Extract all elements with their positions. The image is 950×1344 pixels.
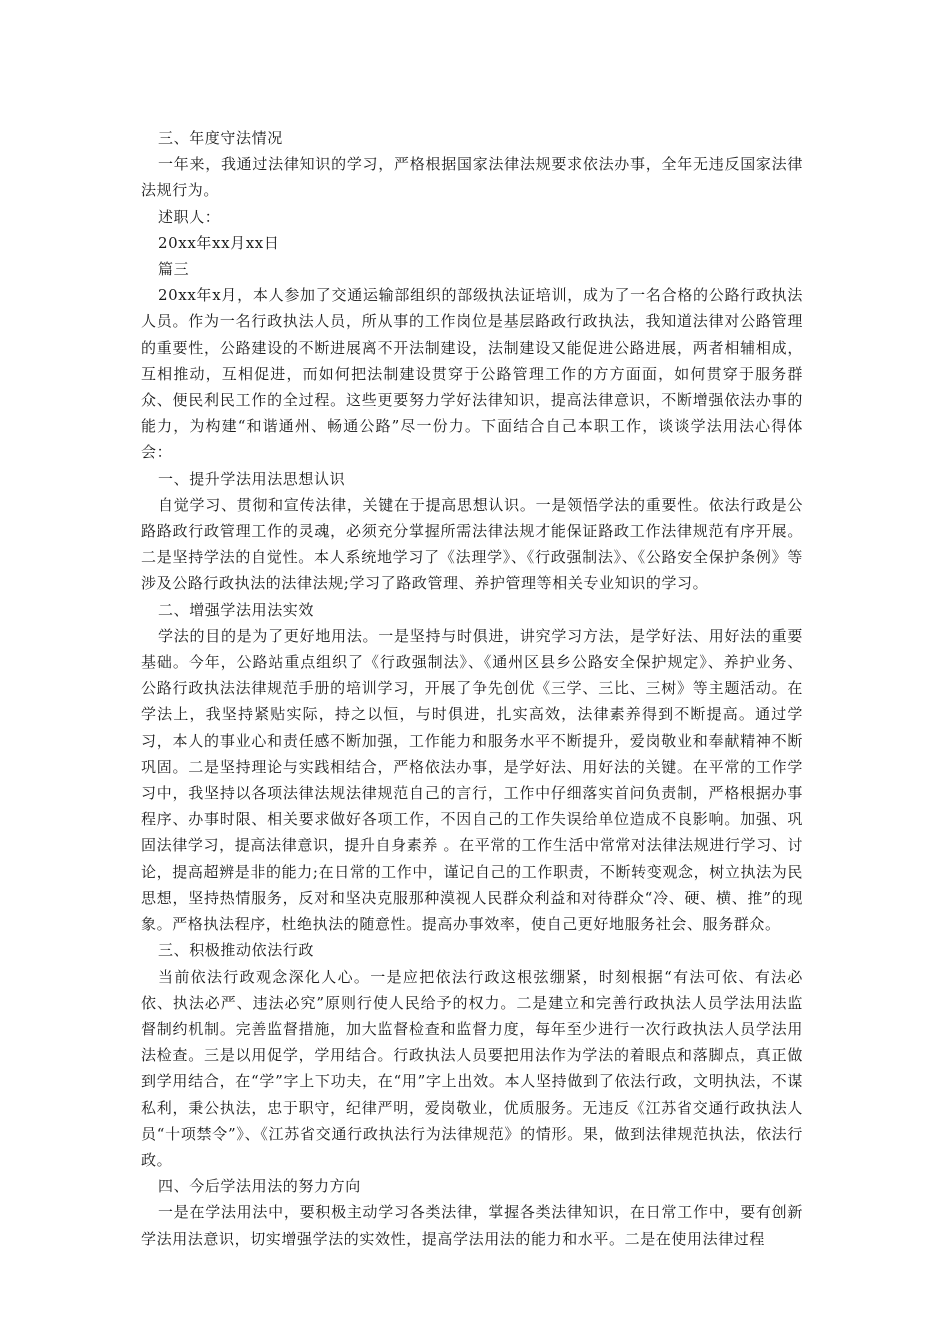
paragraph-section-3: 当前依法行政观念深化人心。一是应把依法行政这根弦绷紧，时刻根据“有法可依、有法必依、执法必严、违法必究”原则行使人民给予的权力。二是建立和完善行政执法人员学法用法监督制约机制。完善监督措施，加大监督检查和监督力度，每年至少进行一次行政执法人员学法用法检查。三是以用促学，学用结合。行政执法人员要把用法作为学法的着眼点和落脚点，真正做到学用结合，在“学”字上下功夫，在“用”字上出效。本人坚持做到了依法行政，文明执法，不谋私利，秉公执法，忠于职守，纪律严明，爱岗敬业，优质服务。无违反《江苏省交通行政执法人员“十项禁令”》、《江苏省交通行政执法行为法律规范》的情形。果，做到法律规范执法，依法行政。 [141,967,803,1169]
paragraph-section-4: 一是在学法用法中，要积极主动学习各类法律，掌握各类法律知识，在日常工作中，要有创新学法用法意识，切实增强学法的实效性，提高学法用法的能力和水平。二是在使用法律过程 [141,1203,803,1248]
paragraph-section-2: 学法的目的是为了更好地用法。一是坚持与时俱进，讲究学习方法，是学好法、用好法的重要基础。今年，公路站重点组织了《行政强制法》、《通州区县乡公路安全保护规定》、养护业务、公路行政执法法律规范手册的培训学习，开展了争先创优《三学、三比、三树》等主题活动。在学法上，我坚持紧贴实际，持之以恒，与时俱进，扎实高效，法律素养得到不断提高。通过学习，本人的事业心和责任感不断加强，工作能力和服务水平不断提升，爱岗敬业和奉献精神不断巩固。二是坚持理论与实践相结合，严格依法办事，是学好法、用好法的关键。在平常的工作学习中，我坚持以各项法律法规法律规范自己的言行，工作中仔细落实首问负责制，严格根据办事程序、办事时限、相关要求做好各项工作，不因自己的工作失误给单位造成不良影响。加强、巩固法律学习，提高法律意识，提升自身素养 。在平常的工作生活中常常对法律法规进行学习、讨论，提高超辨是非的能力;在日常的工作中，谨记自己的工作职责，不断转变观念，树立执法为民思想，坚持热情服务，反对和坚决克服那种漠视人民群众利益和对待群众“冷、硬、横、推”的现象。严格执法程序，杜绝执法的随意性。提高办事效率，使自己更好地服务社会、服务群众。 [141,626,803,934]
section-heading-1: 一、提升学法用法思想认识 [158,469,346,488]
signature-label: 述职人： [158,207,221,226]
section-heading-4: 四、今后学法用法的努力方向 [158,1177,361,1196]
article-number-heading: 篇三 [158,260,190,279]
section-heading-3: 三、积极推动依法行政 [158,941,315,960]
document-page [141,125,803,1252]
paragraph-compliance-statement: 一年来，我通过法律知识的学习，严格根据国家法律法规要求依法办事，全年无违反国家法律法规行为。 [141,155,803,200]
section-heading-annual-law-compliance: 三、年度守法情况 [158,129,283,147]
paragraph-section-1: 自觉学习、贯彻和宣传法律，关键在于提高思想认识。一是领悟学法的重要性。依法行政是公路路政行政管理工作的灵魂，必须充分掌握所需法律法规才能保证路政工作法律规范有序开展。二是坚持学法的自觉性。本人系统地学习了《法理学》、《行政强制法》、《公路安全保护条例》等涉及公路行政执法的法律法规;学习了路政管理、养护管理等相关专业知识的学习。 [141,495,803,593]
signature-date: 20xx年xx月xx日 [158,233,280,252]
paragraph-introduction: 20xx年x月，本人参加了交通运输部组织的部级执法证培训，成为了一名合格的公路行政执法人员。作为一名行政执法人员，所从事的工作岗位是基层路政行政执法，我知道法律对公路管理的重要性，公路建设的不断进展离不开法制建设，法制建设又能促进公路进展，两者相辅相成，互相推动，互相促进，而如何把法制建设贯穿于公路管理工作的方方面面，如何贯穿于服务群众、便民利民工作的全过程。这些更要努力学好法律知识，提高法律意识，不断增强依法办事的能力，为构建“和谐通州、畅通公路”尽一份力。下面结合自己本职工作，谈谈学法用法心得体会： [141,286,803,462]
section-heading-2: 二、增强学法用法实效 [158,600,315,619]
